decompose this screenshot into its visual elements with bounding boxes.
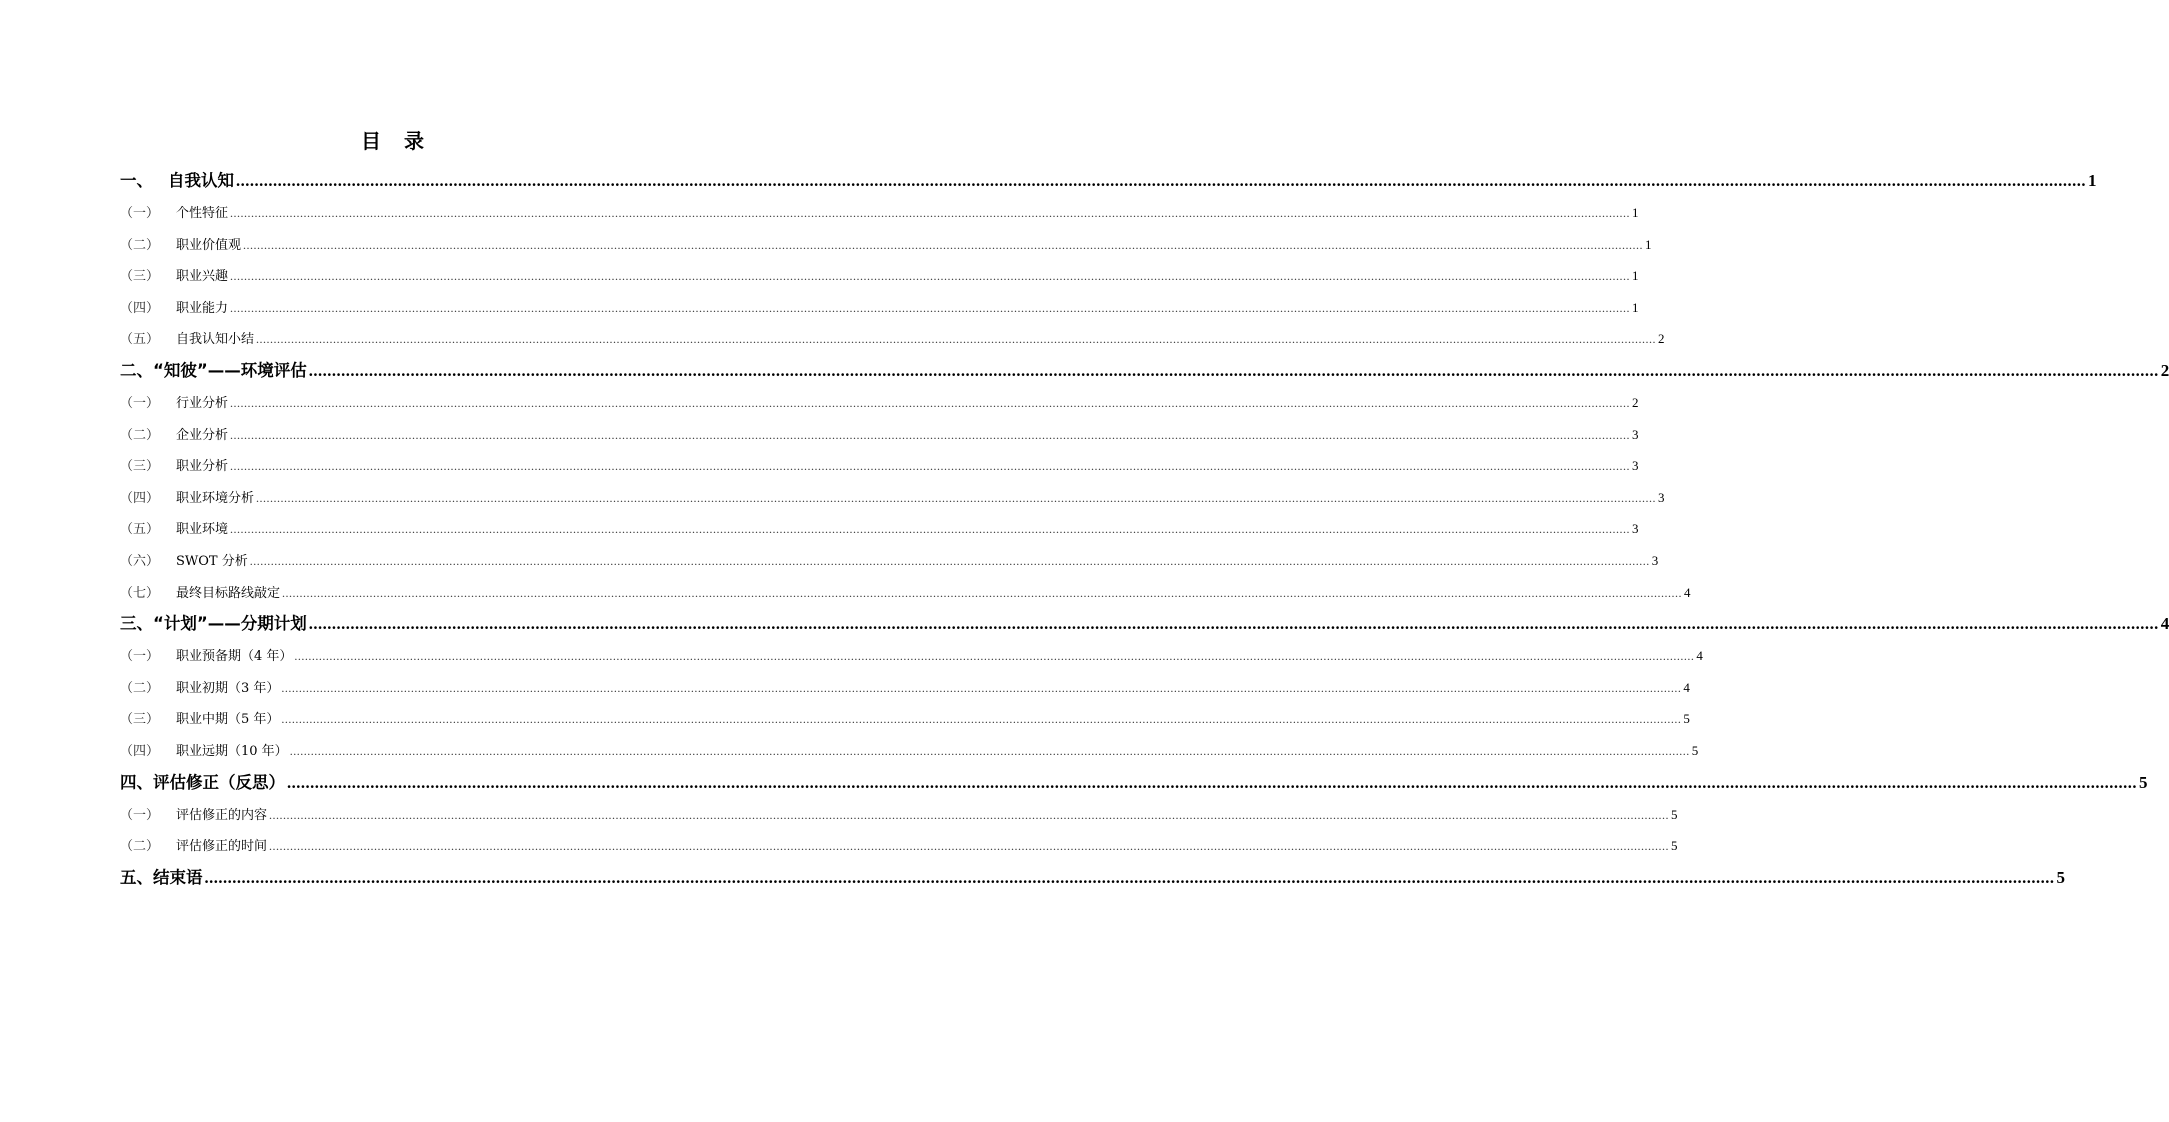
toc-page-number: 3	[1658, 489, 1665, 505]
toc-leader-dots: ................................................................................................................................................................................................................................................................................................................................................................................................................	[204, 867, 2055, 887]
toc-leader-dots: ................................................................................................................................................................................................................................................................................................................................................................................................................	[289, 743, 1690, 758]
toc-leader-dots: ................................................................................................................................................................................................................................................................................................................................................................................................................	[230, 206, 1631, 220]
toc-leader-dots: ................................................................................................................................................................................................................................................................................................................................................................................................................	[230, 300, 1631, 315]
toc-section-entry[interactable]	[120, 165, 2097, 197]
toc-entry-number: （六）	[120, 553, 160, 569]
toc-page-number: 5	[1683, 711, 1690, 727]
toc-entry-label	[120, 736, 288, 768]
toc-entry-label	[120, 483, 254, 515]
toc-entry-text: 职业远期（10 年）	[176, 743, 288, 759]
toc-leader-dots: ................................................................................................................................................................................................................................................................................................................................................................................................................	[287, 772, 2137, 792]
toc-entry-text: 个性特征	[176, 206, 229, 221]
toc-page-number: 4	[1696, 648, 1703, 664]
toc-entry-number: （二）	[120, 427, 160, 443]
toc-entry-number: （二）	[120, 680, 160, 696]
toc-entry-label	[120, 388, 228, 420]
toc-leader-dots: ................................................................................................................................................................................................................................................................................................................................................................................................................	[230, 395, 1631, 410]
toc-page-number: 5	[1691, 742, 1699, 758]
toc-entry-label	[120, 165, 234, 197]
toc-entry-label	[120, 355, 307, 387]
toc-entry-label	[120, 420, 228, 452]
toc-entry-label	[120, 641, 292, 673]
toc-entry-label	[120, 261, 228, 293]
toc-page-number: 1	[2088, 171, 2097, 190]
toc-entry-number: （五）	[120, 332, 160, 348]
toc-entry-label	[120, 230, 241, 262]
toc-page-number: 4	[1684, 584, 1691, 600]
toc-entry-text: 二、“知彼”——环境评估	[120, 360, 307, 380]
toc-section-entry[interactable]	[120, 767, 2148, 799]
toc-entry-text: 职业价值观	[176, 237, 242, 253]
toc-subsection-entry[interactable]	[120, 640, 1703, 672]
toc-subsection-entry[interactable]	[120, 292, 1639, 324]
toc-subsection-entry[interactable]	[120, 513, 1639, 545]
toc-entry-label	[120, 862, 203, 894]
toc-page-number: 5	[2056, 867, 2065, 887]
toc-entry-label	[120, 673, 279, 705]
toc-subsection-entry[interactable]	[120, 260, 1639, 292]
toc-page-number: 3	[1632, 426, 1639, 442]
toc-leader-dots: ................................................................................................................................................................................................................................................................................................................................................................................................................	[230, 522, 1631, 537]
toc-subsection-entry[interactable]	[120, 229, 1652, 261]
toc-leader-dots: ................................................................................................................................................................................................................................................................................................................................................................................................................	[230, 427, 1631, 442]
toc-entry-number: （一）	[120, 807, 160, 823]
toc-leader-dots: ................................................................................................................................................................................................................................................................................................................................................................................................................	[294, 649, 1695, 664]
toc-entry-label	[120, 767, 285, 799]
toc-page-number: 1	[1632, 205, 1639, 220]
toc-entry-number: （三）	[120, 459, 160, 475]
toc-leader-dots: ................................................................................................................................................................................................................................................................................................................................................................................................................	[269, 839, 1670, 854]
toc-entry-text: 自我认知	[168, 171, 234, 190]
toc-subsection-entry[interactable]	[120, 830, 1678, 862]
toc-page-number: 2	[1658, 331, 1665, 347]
toc-entry-text: 自我认知小结	[176, 332, 255, 348]
toc-entry-text: 职业兴趣	[176, 269, 229, 285]
toc-page-number: 4	[1683, 679, 1690, 695]
toc-entry-text: 最终目标路线敲定	[176, 585, 281, 601]
toc-leader-dots: ................................................................................................................................................................................................................................................................................................................................................................................................................	[281, 712, 1682, 727]
toc-entry-text: 职业初期（3 年）	[176, 680, 280, 696]
toc-leader-dots: ................................................................................................................................................................................................................................................................................................................................................................................................................	[256, 490, 1657, 505]
toc-leader-dots: ................................................................................................................................................................................................................................................................................................................................................................................................................	[249, 553, 1650, 568]
toc-subsection-entry[interactable]	[120, 545, 1659, 577]
toc-leader-dots: ................................................................................................................................................................................................................................................................................................................................................................................................................	[236, 171, 2086, 190]
toc-subsection-entry[interactable]	[120, 735, 1699, 767]
toc-entry-number: （一）	[120, 206, 160, 221]
toc-page-number: 3	[1632, 458, 1639, 474]
toc-entry-number: （四）	[120, 490, 160, 506]
toc-entry-label	[120, 451, 228, 483]
toc-leader-dots: ................................................................................................................................................................................................................................................................................................................................................................................................................	[281, 680, 1682, 695]
toc-subsection-entry[interactable]	[120, 672, 1690, 704]
toc-leader-dots: ................................................................................................................................................................................................................................................................................................................................................................................................................	[308, 360, 2159, 380]
toc-page-number: 3	[1632, 521, 1639, 537]
toc-subsection-entry[interactable]	[120, 703, 1690, 735]
toc-page-number: 2	[2160, 360, 2169, 380]
toc-entry-label	[120, 514, 228, 546]
toc-leader-dots: ................................................................................................................................................................................................................................................................................................................................................................................................................	[230, 269, 1631, 284]
toc-entry-text: 行业分析	[176, 395, 229, 411]
toc-page-number: 1	[1632, 268, 1639, 284]
toc-entry-number: （五）	[120, 522, 160, 538]
toc-page-number: 5	[1671, 806, 1678, 822]
toc-entry-label	[120, 198, 228, 230]
toc-entry-number: （四）	[120, 743, 160, 759]
toc-leader-dots: ................................................................................................................................................................................................................................................................................................................................................................................................................	[256, 332, 1657, 347]
toc-section-entry[interactable]	[120, 608, 2169, 640]
toc-entry-text: 评估修正的时间	[176, 839, 268, 855]
toc-entry-number: （二）	[120, 237, 160, 253]
toc-page-number: 5	[1671, 838, 1678, 854]
toc-entry-number: （七）	[120, 585, 160, 601]
toc-page-number: 1	[1645, 236, 1652, 252]
toc-entry-label	[120, 324, 254, 356]
toc-entry-label	[120, 546, 248, 578]
toc-entry-number: （一）	[120, 395, 160, 411]
toc-entry-text: 职业能力	[176, 300, 229, 316]
toc-subsection-entry[interactable]	[120, 450, 1639, 482]
toc-subsection-entry[interactable]	[120, 577, 1691, 609]
toc-page-number: 3	[1651, 552, 1659, 568]
toc-page-number: 5	[2139, 772, 2148, 792]
toc-title: 目 录	[361, 129, 432, 153]
toc-entry-number: （四）	[120, 300, 160, 316]
toc-entry-text: SWOT 分析	[176, 553, 248, 569]
toc-entry-text: 企业分析	[176, 427, 229, 443]
toc-entry-text: 职业中期（5 年）	[176, 712, 280, 728]
toc-entry-text: 职业环境	[176, 522, 229, 538]
toc-subsection-entry[interactable]	[120, 482, 1665, 514]
toc-entry-text: 三、“计划”——分期计划	[120, 614, 307, 634]
toc-entry-number: （一）	[120, 649, 160, 665]
toc-leader-dots: ................................................................................................................................................................................................................................................................................................................................................................................................................	[282, 585, 1683, 600]
toc-page-number: 1	[1632, 299, 1639, 315]
toc-entry-text: 职业环境分析	[176, 490, 255, 506]
toc-entry-number: （二）	[120, 839, 160, 855]
toc-entry-label	[120, 293, 228, 325]
toc-subsection-entry[interactable]	[120, 387, 1639, 419]
toc-leader-dots: ................................................................................................................................................................................................................................................................................................................................................................................................................	[269, 807, 1670, 822]
table-of-contents	[120, 165, 2169, 894]
toc-section-entry[interactable]	[120, 355, 2169, 387]
toc-entry-number: （三）	[120, 712, 160, 728]
toc-leader-dots: ................................................................................................................................................................................................................................................................................................................................................................................................................	[243, 237, 1644, 252]
toc-entry-label	[120, 831, 267, 863]
toc-page-number: 2	[1632, 394, 1639, 410]
toc-entry-label	[120, 704, 279, 736]
toc-entry-number: （三）	[120, 269, 160, 285]
toc-entry-number: 一、	[120, 171, 153, 190]
toc-entry-text: 四、评估修正（反思）	[120, 772, 285, 792]
toc-section-entry[interactable]	[120, 862, 2065, 894]
toc-entry-text: 评估修正的内容	[176, 807, 268, 823]
toc-entry-text: 职业分析	[176, 459, 229, 475]
toc-subsection-entry[interactable]	[120, 799, 1678, 831]
toc-subsection-entry[interactable]	[120, 323, 1665, 355]
toc-entry-label	[120, 608, 307, 640]
toc-entry-label	[120, 800, 267, 832]
toc-entry-label	[120, 578, 280, 610]
toc-leader-dots: ................................................................................................................................................................................................................................................................................................................................................................................................................	[308, 614, 2159, 634]
toc-subsection-entry[interactable]	[120, 197, 1639, 229]
toc-page-number: 4	[2160, 614, 2169, 634]
toc-entry-text: 五、结束语	[120, 867, 203, 887]
toc-subsection-entry[interactable]	[120, 419, 1639, 451]
toc-leader-dots: ................................................................................................................................................................................................................................................................................................................................................................................................................	[230, 459, 1631, 474]
toc-entry-text: 职业预备期（4 年）	[176, 649, 293, 665]
